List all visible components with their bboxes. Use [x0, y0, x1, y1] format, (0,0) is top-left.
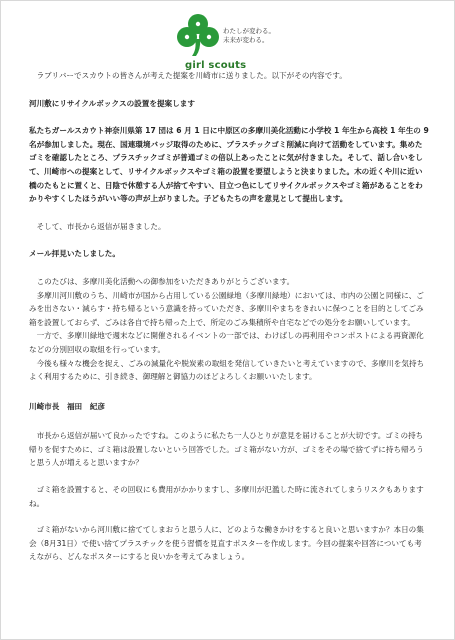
reply-paragraph-2: 多摩川河川敷のうち、川崎市が国から占用している公園緑地（多摩川緑地）においては、市内の公園と同様に、ごみを出さない・減らす・持ち帰るという意識を持っていただき、多摩川やまちをきれいに保つことを目的としてごみ箱を設置しておらず、ごみは各自で持ち帰った上で、所定のごみ集積所や自宅などでの処分をお願いしています。 — [29, 290, 424, 327]
signature: 川崎市長 福田 紀彦 — [29, 401, 105, 411]
reply-intro: そして、市長から返信が届きました。 — [29, 221, 166, 231]
intro-text: ラブリバーでスカウトの皆さんが考えた提案を川崎市に送りました。以下がその内容です。 — [29, 71, 347, 80]
girl-scouts-logo — [173, 13, 293, 73]
tagline-line-1: わたしが変わる。 — [223, 27, 275, 35]
logo-tagline — [223, 27, 275, 45]
proposal-body: 私たちガールスカウト神奈川県第 17 団は 6 月 1 日に中原区の多摩川美化活動に小学校 1 年生から高校 1 年生の 9 名が参加しました。現在、国連環境バッジ取得のために、プラスチックゴミ削減に向けて活動をしています。集めたゴミを確認したところ、プラスチックゴミが普通ゴミの倍以上あったことに気が付きました。そして、話し合いをして、川崎市への提案として、リサイクルボックスやゴミ箱の設置を要望しようと決まりました。木の近くや川に近い橋のたもとに置くと、日陰で休憩する人が捨てやすい、目立つ色にしてリサイクルボックスやゴミ箱があることをわかりやすくしたほうがいい等の声が上がりました。子どもたちの声を意見として提出します。 — [29, 126, 429, 204]
reply-paragraph-4: 今後も様々な機会を捉え、ごみの減量化や脱炭素の取組を発信していきたいと考えていますので、多摩川を気持ちよく利用するために、引き続き、御理解と御協力のほどよろしくお願いいたします。 — [29, 358, 425, 382]
comment-2: ゴミ箱を設置すると、その回収にも費用がかかりますし、多摩川が氾濫した時に流されてしまうリスクもありますね。 — [29, 485, 424, 508]
comment-1: 市長から返信が届いて良かったですね。このように私たち一人ひとりが意見を届けることが大切です。ゴミの持ち帰りを促すために、ゴミ箱は設置しないという回答でした。ゴミ箱がない方が、ゴミをその場で捨てずに持ち帰ろうと思う人が増えると思いますか？ — [29, 431, 424, 468]
reply-paragraph-3: 一方で、多摩川緑地で週末などに開催されるイベントの一部では、わけばしの再利用やコンポストによる再資源化などの分別回収の取組を行っています。 — [29, 331, 424, 354]
trefoil-icon — [175, 13, 221, 57]
document-content — [29, 69, 429, 564]
reply-paragraph-1: このたびは、多摩川美化活動への御参加をいただきありがとうございます。 — [29, 276, 295, 286]
reply-greeting: メール拝見いたしました。 — [29, 249, 120, 259]
tagline-line-2: 未来が変わる。 — [223, 36, 269, 44]
comment-3: ゴミ箱がないから河川敷に捨ててしまおうと思う人に、どのような働きかけをすると良いと思いますか？本日の集会（8月31日）で使い捨てプラスチックを使う習慣を見直すポスターを作成します。今回の提案や回答についても考えながら、どんなポスターにすると良いかを考えてみましょう。 — [29, 525, 424, 562]
brand-name: girl scouts — [185, 60, 247, 71]
proposal-title: 河川敷にリサイクルボックスの設置を提案します — [29, 98, 195, 108]
